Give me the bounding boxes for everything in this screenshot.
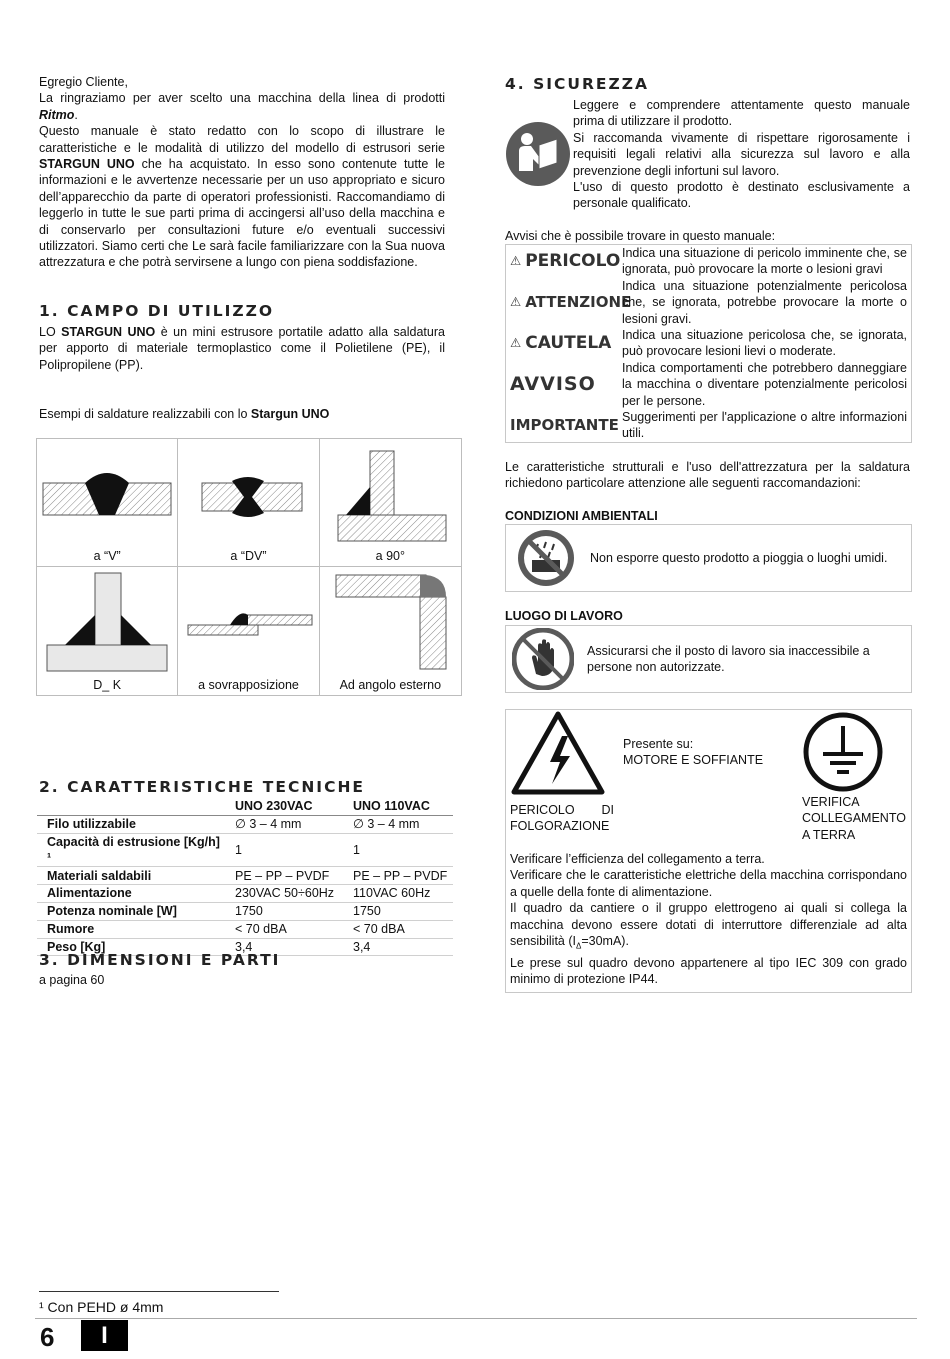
- no-access-hand-icon: [512, 628, 574, 690]
- env-conditions-box: [505, 524, 912, 592]
- weld-dk-illustration: [41, 571, 173, 677]
- env-conditions-text: Non esporre questo prodotto a pioggia o luoghi umidi.: [590, 551, 888, 565]
- table-row: Peso [Kg] 3,4 3,4: [37, 938, 453, 956]
- warning-row-important: IMPORTANTE Suggerimenti per l'applicazione o altre informazioni utili.: [510, 410, 907, 441]
- weld-overlap-illustration: [182, 571, 314, 677]
- weld-corner-illustration: [324, 571, 456, 677]
- intro-body: Questo manuale è stato redatto con lo scopo di illustrare le caratteristiche e le modalità di utilizzo del modello di estrusori serie STARGUN UNO che ha acquistato. In esso sono contenute tutte le informazioni e le avvertenze necessarie per un uso appropriato e sicuro dell’apparecchio da parte di operatori professionisti. Raccomandiamo di leggerlo in tutte le sue parti prima di accingersi all’uso della macchina e di conservarlo per consultazioni future e/o eventuali successivi utilizzatori. Siamo certi che Le sarà facile familiarizzare con la Sua nuova attrezzatura e che potrà servirsene a lungo con piena soddisfazione.: [39, 124, 445, 270]
- usage-text: LO STARGUN UNO è un mini estrusore portatile adatto alla saldatura per apporto di materiale termoplastico come il Polietilene (PE), il Polipropilene (PP).: [39, 325, 445, 372]
- weld-cell-overlap: [178, 567, 319, 695]
- weld-90-illustration: [324, 443, 456, 553]
- weld-label-dv: a “DV”: [230, 548, 267, 563]
- warnings-table: [505, 244, 912, 443]
- specs-col-230: UNO 230VAC: [225, 798, 343, 815]
- weld-cell-90: [320, 439, 461, 567]
- electric-shock-warning-icon: [510, 710, 606, 796]
- no-rain-icon: [516, 528, 576, 588]
- warning-row-danger: ⚠ PERICOLO Indica una situazione di pericolo imminente che, se ignorata, può provocare la morte o lesioni gravi: [510, 246, 907, 277]
- workplace-title: LUOGO DI LAVORO: [505, 609, 623, 623]
- section-title-dimensions: 3. DIMENSIONI E PARTI: [39, 951, 281, 969]
- read-manual-icon: [505, 121, 571, 187]
- ground-check-label: VERIFICA COLLEGAMENTO A TERRA: [802, 795, 906, 842]
- weld-label-v: a “V”: [93, 548, 121, 563]
- footnote-rule: [39, 1291, 279, 1292]
- electrical-parts: MOTORE E SOFFIANTE: [623, 753, 764, 768]
- weld-examples-grid: [36, 438, 462, 696]
- warning-triangle-icon: ⚠: [510, 335, 522, 351]
- weld-examples-caption: Esempi di saldature realizzabili con lo Stargun UNO: [39, 407, 330, 421]
- weld-dv-illustration: [182, 443, 314, 553]
- model-name: STARGUN UNO: [39, 157, 135, 172]
- footnote: ¹ Con PEHD ø 4mm: [39, 1299, 164, 1315]
- weld-cell-v: [37, 439, 178, 567]
- electrical-present-label: Presente su: MOTORE E SOFFIANTE: [623, 737, 764, 768]
- safety-p2: Si raccomanda vivamente di rispettare rigorosamente i requisiti legali relativi alla sicurezza sul lavoro e alla prevenzione degli infortuni sul lavoro.: [573, 130, 910, 178]
- structural-text: Le caratteristiche strutturali e l'uso dell'attrezzatura per la saldatura richiedono particolare attenzione alle seguenti raccomandazioni:: [505, 460, 910, 491]
- intro-block: [39, 74, 445, 271]
- warning-row-caution: ⚠ CAUTELA Indica una situazione pericolosa che, se ignorata, può provocare lesioni lievi o moderate.: [510, 328, 907, 359]
- safety-intro: [573, 97, 910, 212]
- weld-cell-external-corner: [320, 567, 461, 695]
- warning-row-notice: AVVISO Indica comportamenti che potrebbero danneggiare la macchina o diventare potenzialmente pericolosi per le persone.: [510, 360, 907, 408]
- intro-thanks: La ringraziamo per aver scelto una macchina della linea di prodotti Ritmo.: [39, 91, 445, 122]
- table-row: Filo utilizzabile ∅ 3 – 4 mm ∅ 3 – 4 mm: [37, 815, 453, 833]
- weld-label-overlap: a sovrapposizione: [198, 677, 299, 692]
- weld-cell-dk: [37, 567, 178, 695]
- section-title-safety: 4. SICUREZZA: [505, 75, 649, 93]
- env-conditions-title: CONDIZIONI AMBIENTALI: [505, 509, 658, 523]
- warnings-intro: Avvisi che è possibile trovare in questo manuale:: [505, 229, 776, 243]
- section-title-usage: 1. CAMPO DI UTILIZZO: [39, 302, 275, 320]
- safety-p3: L'uso di questo prodotto è destinato esclusivamente a personale qualificato.: [573, 180, 910, 211]
- electric-shock-label: PERICOLO DI FOLGORAZIONE: [510, 803, 614, 834]
- table-row: Alimentazione 230VAC 50÷60Hz 110VAC 60Hz: [37, 885, 453, 903]
- footer-rule: [35, 1318, 917, 1319]
- workplace-box: [505, 625, 912, 693]
- warning-triangle-icon: ⚠: [510, 253, 522, 269]
- specs-col-110: UNO 110VAC: [343, 798, 453, 815]
- specs-header-row: [37, 798, 453, 815]
- greeting: Egregio Cliente,: [39, 75, 128, 89]
- weld-label-dk: D_ K: [93, 677, 122, 692]
- warning-triangle-icon: ⚠: [510, 294, 522, 310]
- table-row: Capacità di estrusione [Kg/h] ¹ 1 1: [37, 833, 453, 867]
- specs-table: [37, 798, 453, 956]
- electrical-instructions: Verificare l’efficienza del collegamento a terra. Verificare che le caratteristiche elettriche della macchina corrispondano a quelle della fonte di alimentazione. Il quadro da cantiere o il gruppo elettrogeno ai quali si collega la macchina devono essere dotati di interruttore differenziale ad alta sensibilità $(I_\Delta=30mA)$. Le prese sul quadro devono appartenere al tipo IEC 309 con grado minimo di protezione IP44.: [510, 852, 907, 987]
- weld-v-illustration: [41, 443, 173, 553]
- weld-label-90: a 90°: [375, 548, 405, 563]
- brand-name: Ritmo: [39, 107, 75, 122]
- workplace-text: Assicurarsi che il posto di lavoro sia inaccessibile a persone non autorizzate.: [587, 644, 870, 675]
- language-badge: I: [81, 1320, 128, 1351]
- page-number: 6: [40, 1322, 55, 1352]
- ground-icon: [803, 712, 883, 792]
- safety-p1: Leggere e comprendere attentamente questo manuale prima di utilizzare il prodotto.: [573, 98, 910, 129]
- table-row: Rumore < 70 dBA < 70 dBA: [37, 920, 453, 938]
- weld-label-external-corner: Ad angolo esterno: [339, 677, 442, 692]
- table-row: Materiali saldabili PE – PP – PVDF PE – PP – PVDF: [37, 867, 453, 885]
- dimensions-text: a pagina 60: [39, 973, 105, 987]
- section-title-specs: 2. CARATTERISTICHE TECNICHE: [39, 778, 366, 796]
- table-row: Potenza nominale [W] 1750 1750: [37, 903, 453, 921]
- weld-cell-dv: [178, 439, 319, 567]
- warning-row-attention: ⚠ ATTENZIONE Indica una situazione potenzialmente pericolosa che, se ignorata, potrebbe provocare la morte o lesioni gravi.: [510, 278, 907, 326]
- electrical-box: [505, 709, 912, 993]
